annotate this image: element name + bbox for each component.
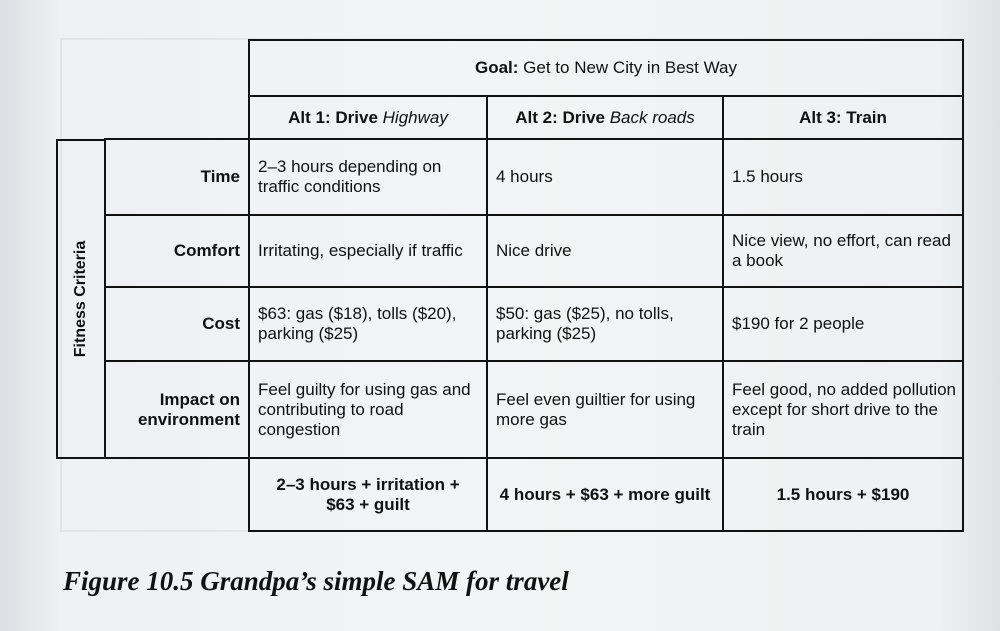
cell-cost-alt-3 — [722, 286, 964, 362]
cell-time-alt-3 — [722, 138, 964, 216]
total-alt-3 — [722, 457, 964, 532]
cell-comfort-alt-2 — [486, 214, 724, 288]
header-alt-1-italic: Highway — [382, 107, 448, 127]
header-alt-1-prefix: Alt 1: Drive — [288, 107, 378, 127]
row-label-cost — [104, 286, 250, 362]
cell-impact-alt-3-text: Feel good, no added pollution except for short drive to the train — [732, 379, 957, 439]
cell-time-alt-2 — [486, 138, 724, 216]
header-alt-2-label — [515, 108, 695, 128]
header-alt-2-italic: Back roads — [609, 107, 695, 127]
row-label-comfort-text: Comfort — [173, 241, 240, 260]
cell-cost-alt-3-text: $190 for 2 people — [732, 314, 865, 333]
goal-label: Goal: — [474, 58, 519, 77]
cell-impact-alt-2 — [486, 360, 724, 459]
goal-value: Get to New City in Best Way — [523, 58, 737, 77]
total-alt-3-text: 1.5 hours + $190 — [776, 484, 910, 504]
cell-comfort-alt-3-text: Nice view, no effort, can read a book — [732, 231, 951, 270]
row-label-impact-text: Impact on environment — [137, 389, 240, 429]
cell-impact-alt-1-text: Feel guilty for using gas and contributing to road congestion — [258, 379, 471, 439]
cell-time-alt-3-text: 1.5 hours — [732, 167, 803, 186]
goal-text — [475, 58, 737, 78]
cell-impact-alt-1 — [248, 360, 488, 459]
total-alt-2-text: 4 hours + $63 + more guilt — [499, 484, 711, 504]
figure-caption: Figure 10.5 Grandpa’s simple SAM for travel — [63, 566, 569, 596]
cell-time-alt-2-text: 4 hours — [496, 167, 553, 186]
cell-comfort-alt-1 — [248, 214, 488, 288]
header-alt-3 — [722, 95, 964, 140]
row-label-time — [104, 138, 250, 216]
cell-cost-alt-2 — [486, 286, 724, 362]
header-alt-3-label — [799, 108, 887, 128]
total-alt-1-text: 2–3 hours + irritation + $63 + guilt — [276, 474, 460, 514]
fitness-criteria-label: Fitness Criteria — [72, 240, 89, 358]
cell-time-alt-1 — [248, 138, 488, 216]
row-label-impact — [104, 360, 250, 459]
cell-comfort-alt-3 — [722, 214, 964, 288]
total-alt-2 — [486, 457, 724, 532]
cell-cost-alt-2-text: $50: gas ($25), no tolls, parking ($25) — [496, 304, 674, 343]
cell-comfort-alt-2-text: Nice drive — [496, 241, 572, 260]
header-alt-3-prefix: Alt 3: Train — [799, 107, 887, 127]
goal-header — [248, 39, 964, 97]
row-label-cost-text: Cost — [202, 314, 240, 333]
header-alt-2 — [486, 95, 724, 140]
cell-comfort-alt-1-text: Irritating, especially if traffic — [258, 241, 463, 260]
total-alt-1 — [248, 457, 488, 532]
cell-impact-alt-2-text: Feel even guiltier for using more gas — [496, 389, 696, 429]
cell-cost-alt-1 — [248, 286, 488, 362]
cell-time-alt-1-text: 2–3 hours depending on traffic conditions — [258, 157, 442, 196]
cell-cost-alt-1-text: $63: gas ($18), tolls ($20), parking ($25) — [258, 304, 457, 343]
header-alt-1 — [248, 95, 488, 140]
row-label-comfort — [104, 214, 250, 288]
header-alt-2-prefix: Alt 2: Drive — [515, 107, 605, 127]
cell-impact-alt-3 — [722, 360, 964, 459]
header-alt-1-label — [288, 108, 448, 128]
row-label-time-text: Time — [200, 167, 240, 186]
